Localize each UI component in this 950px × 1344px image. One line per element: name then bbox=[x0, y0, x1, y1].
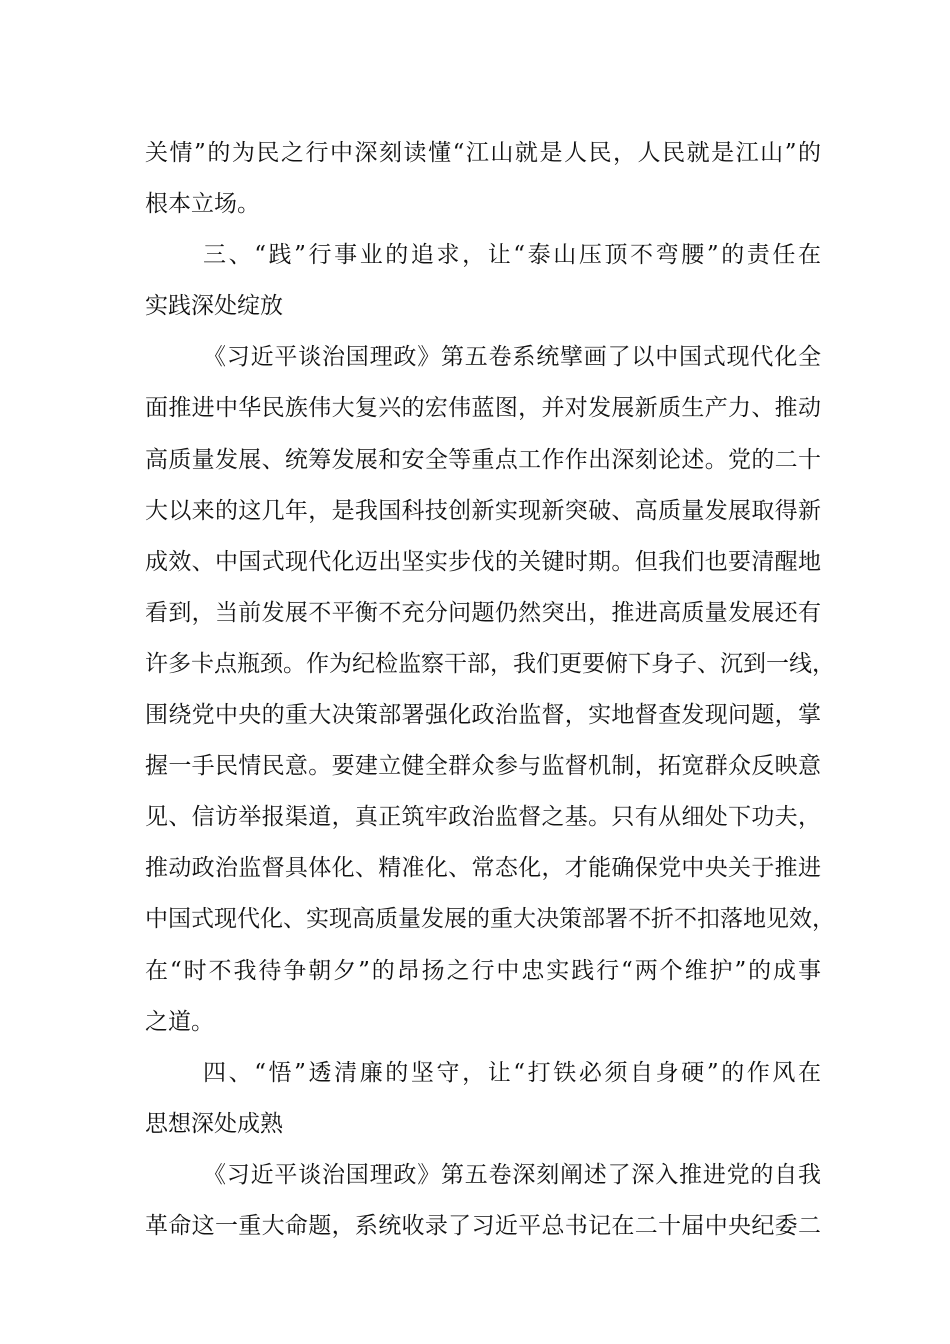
paragraph-line: 握一手民情民意。要建立健全群众参与监督机制，拓宽群众反映意 bbox=[145, 753, 821, 780]
paragraph-line: 大以来的这几年，是我国科技创新实现新突破、高质量发展取得新 bbox=[145, 497, 821, 524]
section-heading-line: 思想深处成熟 bbox=[145, 1110, 283, 1137]
paragraph-line: 《习近平谈治国理政》第五卷系统擘画了以中国式现代化全 bbox=[203, 344, 821, 371]
paragraph-line: 成效、中国式现代化迈出坚实步伐的关键时期。但我们也要清醒地 bbox=[145, 548, 821, 575]
paragraph-line: 关情”的为民之行中深刻读懂“江山就是人民，人民就是江山”的 bbox=[145, 140, 821, 166]
paragraph-line: 见、信访举报渠道，真正筑牢政治监督之基。只有从细处下功夫， bbox=[145, 804, 821, 831]
paragraph-line: 围绕党中央的重大决策部署强化政治监督，实地督查发现问题，掌 bbox=[145, 702, 821, 729]
paragraph-line: 之道。 bbox=[145, 1008, 214, 1035]
paragraph-line: 中国式现代化、实现高质量发展的重大决策部署不折不扣落地见效， bbox=[145, 906, 835, 933]
section-heading-line: 四、“悟”透清廉的坚守，让“打铁必须自身硬”的作风在 bbox=[203, 1059, 821, 1086]
document-body bbox=[145, 128, 835, 1252]
paragraph-line: 推动政治监督具体化、精准化、常态化，才能确保党中央关于推进 bbox=[145, 855, 821, 882]
paragraph-line: 根本立场。 bbox=[145, 191, 260, 218]
paragraph-line: 革命这一重大命题，系统收录了习近平总书记在二十届中央纪委二 bbox=[145, 1212, 821, 1239]
section-heading-line: 实践深处绽放 bbox=[145, 293, 283, 320]
paragraph-line: 看到，当前发展不平衡不充分问题仍然突出，推进高质量发展还有 bbox=[145, 599, 821, 626]
paragraph-line: 在“时不我待争朝夕”的昂扬之行中忠实践行“两个维护”的成事 bbox=[145, 957, 821, 984]
paragraph-line: 《习近平谈治国理政》第五卷深刻阐述了深入推进党的自我 bbox=[203, 1161, 821, 1188]
paragraph-line: 许多卡点瓶颈。作为纪检监察干部，我们更要俯下身子、沉到一线， bbox=[145, 650, 835, 677]
paragraph-line: 面推进中华民族伟大复兴的宏伟蓝图，并对发展新质生产力、推动 bbox=[145, 395, 821, 422]
paragraph-line: 高质量发展、统筹发展和安全等重点工作作出深刻论述。党的二十 bbox=[145, 446, 821, 473]
section-heading-line: 三、“践”行事业的追求，让“泰山压顶不弯腰”的责任在 bbox=[203, 242, 821, 269]
